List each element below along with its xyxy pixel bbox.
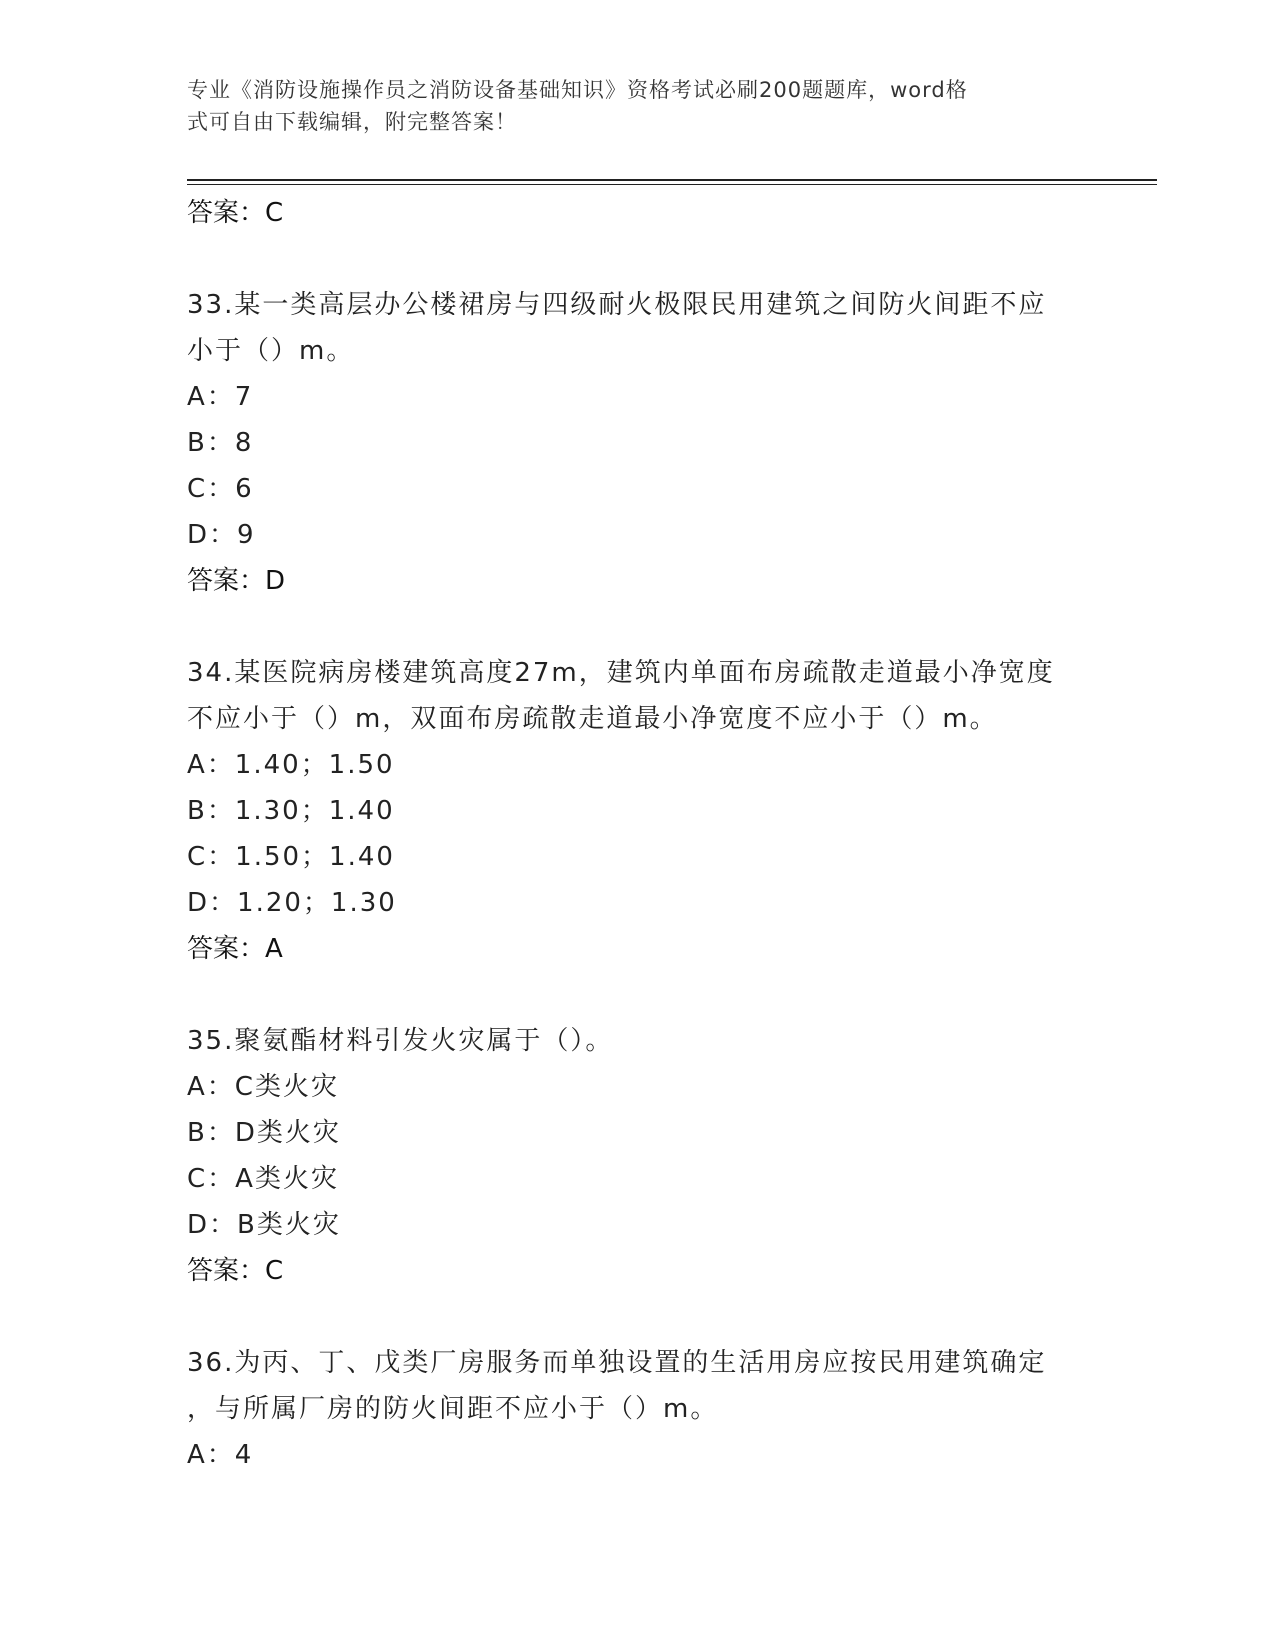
question-text-line: 不应小于（）m，双面布房疏散走道最小净宽度不应小于（）m。: [187, 704, 998, 734]
spacer: [187, 1294, 1087, 1340]
header-divider-thin: [187, 184, 1157, 185]
option-a: A：4: [187, 1440, 254, 1470]
question-text-line: 35.聚氨酯材料引发火灾属于（）。: [187, 1026, 614, 1056]
question-text-line: 36.为丙、丁、戊类厂房服务而单独设置的生活用房应按民用建筑确定: [187, 1348, 1047, 1378]
answer-previous: 答案：C: [187, 198, 284, 228]
option-c: C：6: [187, 474, 254, 504]
option-b: B：1.30；1.40: [187, 796, 395, 826]
option-c: C：1.50；1.40: [187, 842, 395, 872]
spacer: [187, 972, 1087, 1018]
option-d: D：1.20；1.30: [187, 888, 397, 918]
spacer: [187, 236, 1087, 282]
question-list: [187, 190, 1087, 1478]
option-d: D：9: [187, 520, 256, 550]
option-c: C：A类火灾: [187, 1164, 339, 1194]
option-a: A：C类火灾: [187, 1072, 339, 1102]
question-block-35: [187, 1018, 1087, 1294]
answer: 答案：A: [187, 934, 283, 964]
option-a: A：1.40；1.50: [187, 750, 395, 780]
question-text-line: 小于（）m。: [187, 336, 355, 366]
answer: 答案：C: [187, 1256, 284, 1286]
header-line-2: 式可自由下载编辑，附完整答案！: [187, 110, 517, 134]
header-divider-thick: [187, 179, 1157, 181]
header-line-1: 专业《消防设施操作员之消防设备基础知识》资格考试必刷200题题库，word格: [187, 78, 968, 102]
question-text-line: ，与所属厂房的防火间距不应小于（）m。: [187, 1394, 719, 1424]
option-d: D：B类火灾: [187, 1210, 341, 1240]
question-block-33: [187, 282, 1087, 604]
spacer: [187, 604, 1087, 650]
question-text-line: 34.某医院病房楼建筑高度27m，建筑内单面布房疏散走道最小净宽度: [187, 658, 1055, 688]
option-b: B：8: [187, 428, 254, 458]
answer: 答案：D: [187, 566, 286, 596]
option-a: A：7: [187, 382, 254, 412]
document-header: [187, 74, 1067, 138]
question-text-line: 33.某一类高层办公楼裙房与四级耐火极限民用建筑之间防火间距不应: [187, 290, 1047, 320]
question-block-36: [187, 1340, 1087, 1478]
option-b: B：D类火灾: [187, 1118, 341, 1148]
question-block-34: [187, 650, 1087, 972]
